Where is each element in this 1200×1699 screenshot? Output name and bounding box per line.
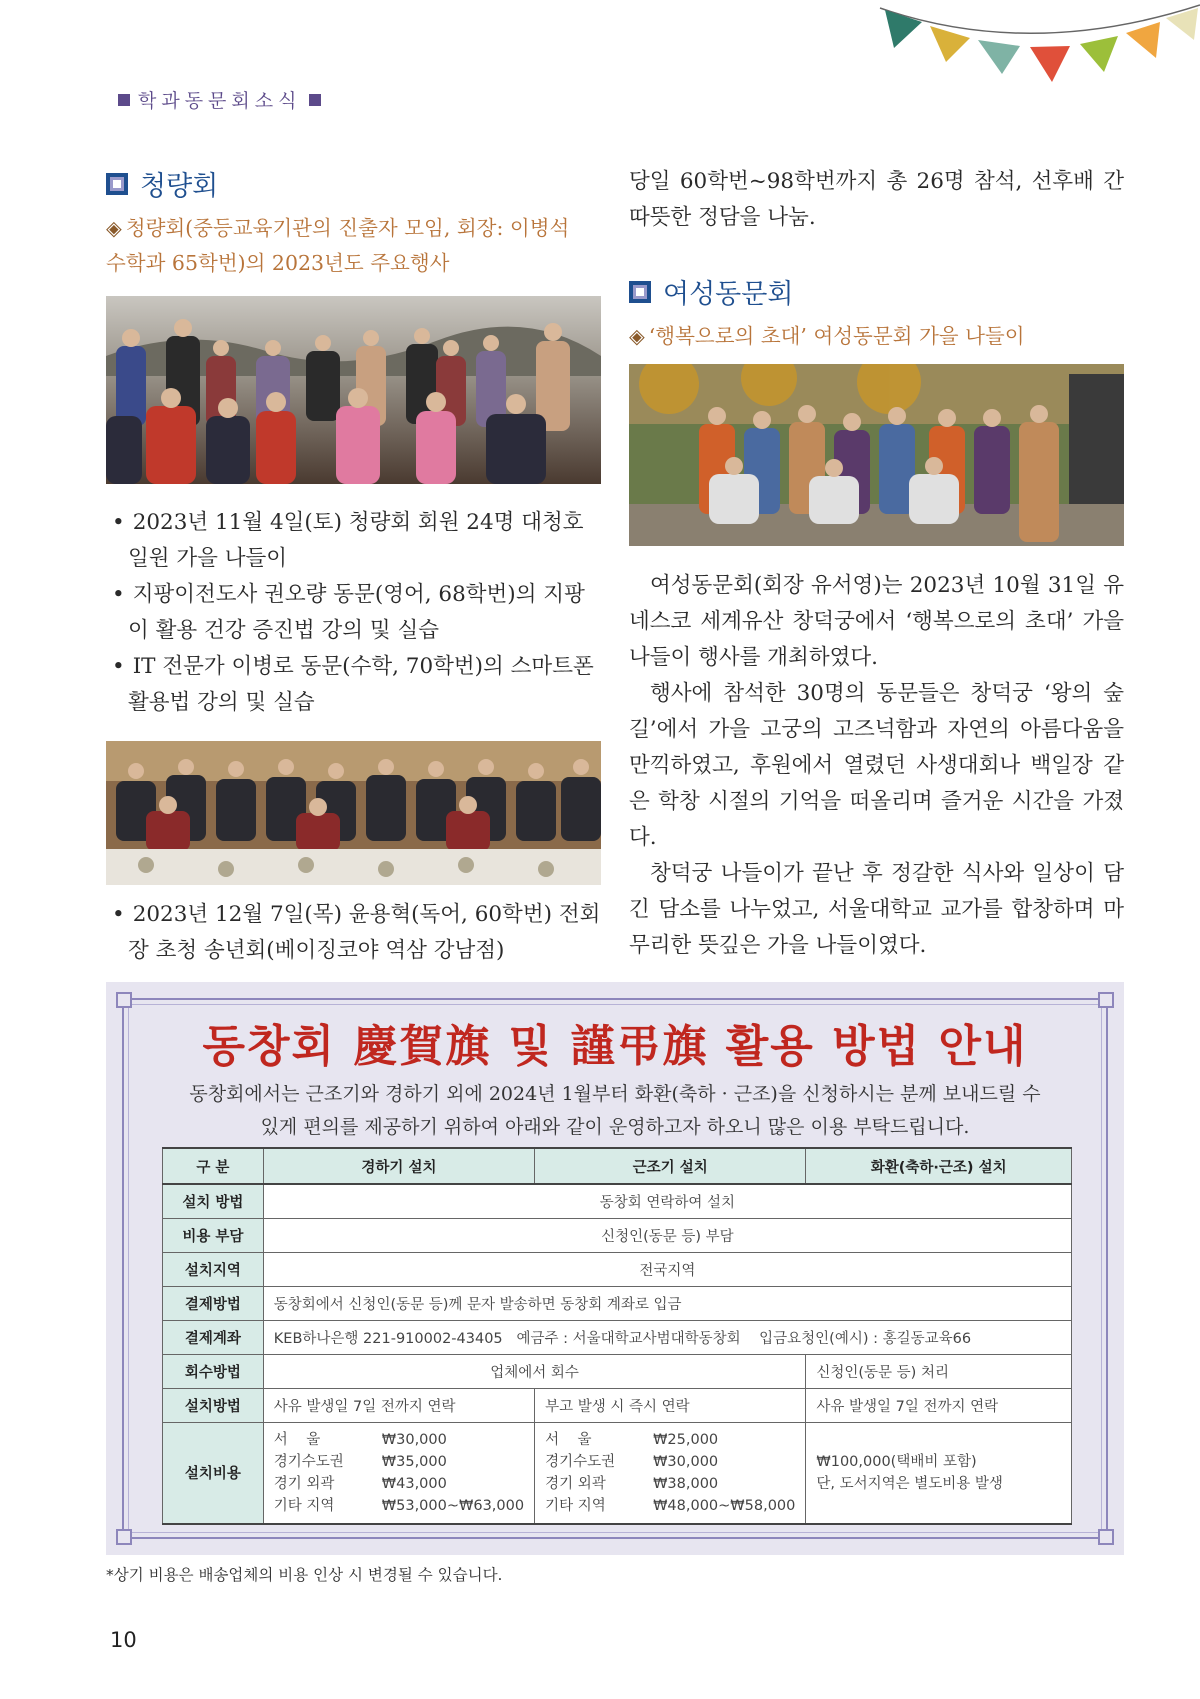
table-cell: 동창회에서 신청인(동문 등)께 문자 발송하면 동창회 계좌로 입금 <box>263 1286 1071 1320</box>
frame-corner <box>1098 1529 1114 1545</box>
photo-cheongryang-yearend <box>106 741 601 885</box>
page-number: 10 <box>110 1628 137 1652</box>
flag-info-table <box>162 1147 1072 1525</box>
table-row <box>163 1320 1072 1354</box>
cost-region: 경기수도권 <box>273 1453 344 1470</box>
left-column <box>106 164 601 281</box>
paragraph: 행사에 참석한 30명의 동문들은 창덕궁 ‘왕의 숲길’에서 가을 고궁의 고즈넉함과 자연의 아름다움을 만끽하였고, 후원에서 열렸던 사생대회나 백일장 같은 학창 시절의 기억을 떠올리며 즐거운 시간을 가졌다. <box>629 681 1124 850</box>
table-row <box>163 1388 1072 1422</box>
photo-yeoseong-outing <box>629 364 1124 546</box>
table-row <box>163 1252 1072 1286</box>
section-title-text: 여성동문회 <box>663 279 794 310</box>
notice-intro <box>166 1078 1064 1144</box>
table-row <box>163 1422 1072 1524</box>
bullet-item: • 지팡이전도사 권오량 동문(영어, 68학번)의 지팡이 활용 건강 증진법 강의 및 실습 <box>106 577 601 649</box>
intro-line: 동창회에서는 근조기와 경하기 외에 2024년 1월부터 화환(축하 · 근조)을 신청하시는 분께 보내드릴 수 <box>189 1083 1041 1105</box>
cost-price: ₩43,000 <box>381 1475 447 1492</box>
table-cell: 신청인(동문 등) 처리 <box>806 1354 1072 1388</box>
table-cell: 사유 발생일 7일 전까지 연락 <box>806 1388 1072 1422</box>
cost-region: 경기 외곽 <box>545 1475 606 1492</box>
diamond-icon: ◈ <box>106 216 122 240</box>
table-cell: 동창회 연락하여 설치 <box>263 1184 1071 1218</box>
cost-region: 서 울 <box>273 1431 321 1448</box>
section-yeoseong-header <box>629 272 1124 354</box>
subhead-line: 수학과 65학번)의 2023년도 주요행사 <box>106 251 450 275</box>
subhead-line: ‘행복으로의 초대’ 여성동문회 가을 나들이 <box>648 324 1025 348</box>
table-cell: 전국지역 <box>263 1252 1071 1286</box>
cost-price: ₩30,000 <box>653 1453 719 1470</box>
table-row <box>163 1354 1072 1388</box>
cost-cell-wreath <box>806 1422 1072 1524</box>
cheongryang-bullets-1 <box>106 505 601 721</box>
row-label: 비용 부담 <box>163 1218 264 1252</box>
cost-line: ₩100,000(택배비 포함) <box>816 1453 977 1470</box>
cheongryang-bullets-2 <box>106 897 601 969</box>
row-label: 회수방법 <box>163 1354 264 1388</box>
subhead <box>106 211 601 281</box>
bullet-item: • IT 전문가 이병로 동문(수학, 70학번)의 스마트폰 활용법 강의 및 실습 <box>106 649 601 721</box>
bullet-item: • 2023년 11월 4일(토) 청량회 회원 24명 대청호 일원 가을 나들이 <box>106 505 601 577</box>
frame-corner <box>116 992 132 1008</box>
intro-line: 있게 편의를 제공하기 위하여 아래와 같이 운영하고자 하오니 많은 이용 부탁드립니다. <box>260 1116 970 1138</box>
footnote: *상기 비용은 배송업체의 비용 인상 시 변경될 수 있습니다. <box>106 1566 503 1584</box>
cost-line: 단, 도서지역은 별도비용 발생 <box>816 1475 1003 1492</box>
section-tag-text: 학과동문회소식 <box>138 90 302 112</box>
cost-region: 기타 지역 <box>273 1497 335 1514</box>
cost-price: ₩38,000 <box>653 1475 719 1492</box>
cost-region: 경기수도권 <box>545 1453 616 1470</box>
row-label: 설치지역 <box>163 1252 264 1286</box>
table-row <box>163 1218 1072 1252</box>
section-title-text: 청량회 <box>140 171 219 202</box>
yeoseong-body <box>629 568 1124 964</box>
frame-corner <box>116 1529 132 1545</box>
row-label: 설치방법 <box>163 1388 264 1422</box>
cost-cell-condolence <box>535 1422 806 1524</box>
table-row <box>163 1286 1072 1320</box>
column-header: 구 분 <box>163 1148 264 1184</box>
table-cell: KEB하나은행 221-910002-43405 예금주 : 서울대학교사범대학동창회 입금요청인(예시) : 홍길동교육66 <box>263 1320 1071 1354</box>
cost-price: ₩48,000~₩58,000 <box>653 1497 796 1514</box>
table-cell: 부고 발생 시 즉시 연락 <box>535 1388 806 1422</box>
bullet-item: • 2023년 12월 7일(목) 윤용혁(독어, 60학번) 전회장 초청 송년회(베이징코야 역삼 강남점) <box>106 897 601 969</box>
section-title-cheongryang <box>106 164 601 203</box>
row-label: 설치 방법 <box>163 1184 264 1218</box>
row-label: 설치비용 <box>163 1422 264 1524</box>
continued-text: 당일 60학번~98학번까지 총 26명 참석, 선후배 간 따뜻한 정담을 나눔. <box>629 169 1124 230</box>
section-title-yeoseong <box>629 272 1124 311</box>
cost-cell-celebration <box>263 1422 534 1524</box>
square-bullet-icon <box>629 281 651 303</box>
subhead-line: 청량회(중등교육기관의 진출자 모임, 회장: 이병석 <box>125 216 570 240</box>
photo-cheongryang-outing <box>106 296 601 484</box>
subhead <box>629 319 1124 354</box>
notice-title: 동창회 慶賀旗 및 謹弔旗 활용 방법 안내 <box>202 1021 1028 1072</box>
diamond-icon: ◈ <box>629 324 645 348</box>
cost-region: 경기 외곽 <box>273 1475 335 1492</box>
row-label: 결제방법 <box>163 1286 264 1320</box>
frame-corner <box>1098 992 1114 1008</box>
table-header-row <box>163 1148 1072 1184</box>
column-header: 경하기 설치 <box>263 1148 534 1184</box>
flag-usage-notice <box>106 982 1124 1555</box>
section-tag <box>110 86 329 113</box>
cost-region: 기타 지역 <box>545 1497 606 1514</box>
bunting-decoration <box>860 0 1200 90</box>
table-cell: 업체에서 회수 <box>263 1354 806 1388</box>
cost-price: ₩53,000~₩63,000 <box>381 1497 525 1514</box>
right-column-top <box>629 164 1124 236</box>
paragraph: 여성동문회(회장 유서영)는 2023년 10월 31일 유네스코 세계유산 창덕궁에서 ‘행복으로의 초대’ 가을 나들이 행사를 개최하였다. <box>629 573 1124 670</box>
table-row <box>163 1184 1072 1218</box>
column-header: 화환(축하·근조) 설치 <box>806 1148 1072 1184</box>
cost-region: 서 울 <box>545 1431 592 1448</box>
cost-price: ₩35,000 <box>381 1453 447 1470</box>
cost-price: ₩25,000 <box>653 1431 719 1448</box>
column-header: 근조기 설치 <box>535 1148 806 1184</box>
table-cell: 신청인(동문 등) 부담 <box>263 1218 1071 1252</box>
table-cell: 사유 발생일 7일 전까지 연락 <box>263 1388 534 1422</box>
square-bullet-icon <box>106 173 128 195</box>
paragraph: 창덕궁 나들이가 끝난 후 정갈한 식사와 일상이 담긴 담소를 나누었고, 서울대학교 교가를 합창하며 마무리한 뜻깊은 가을 나들이였다. <box>629 861 1124 958</box>
cost-price: ₩30,000 <box>381 1431 447 1448</box>
row-label: 결제계좌 <box>163 1320 264 1354</box>
